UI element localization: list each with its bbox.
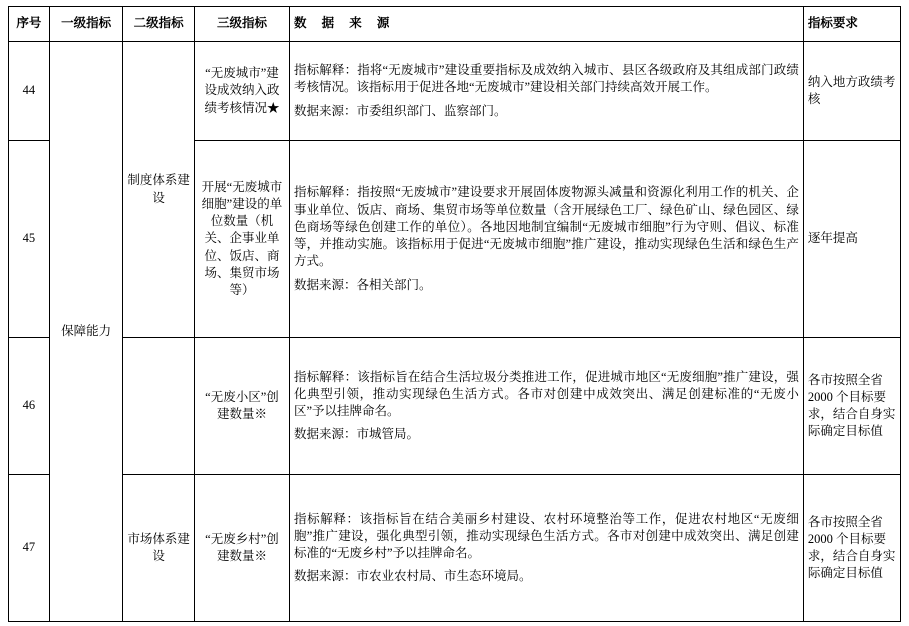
requirement-cell: 各市按照全省2000 个目标要求，结合自身实际确定目标值	[803, 338, 900, 475]
table-body	[9, 42, 901, 622]
source-cell	[289, 338, 803, 475]
level3-cell: “无废城市”建设成效纳入政绩考核情况★	[194, 42, 289, 141]
row-number: 44	[9, 42, 50, 141]
table-row	[9, 42, 901, 141]
table-header	[9, 7, 901, 42]
level1-group-cell: 保障能力	[49, 42, 123, 622]
requirement-cell: 逐年提高	[803, 141, 900, 338]
row-number: 45	[9, 141, 50, 338]
source-origin: 数据来源：市委组织部门、监察部门。	[293, 103, 507, 118]
header-source: 数 据 来 源	[289, 7, 803, 42]
source-cell	[289, 141, 803, 338]
table-row	[9, 475, 901, 622]
source-cell	[289, 475, 803, 622]
row-number: 46	[9, 338, 50, 475]
header-level3: 三级指标	[194, 7, 289, 42]
source-explanation: 指标解释：指将“无废城市”建设重要指标及成效纳入城市、县区各级政府及其组成部门政绩考核情况。该指标用于促进各地“无废城市”建设相关部门持续高效开展工作。	[293, 63, 799, 95]
source-origin: 数据来源：各相关部门。	[293, 277, 432, 292]
table-header-row	[9, 7, 901, 42]
source-explanation: 指标解释：该指标旨在结合美丽乡村建设、农村环境整治等工作，促进农村地区“无废细胞”推广建设，强化典型引领，推动实现绿色生活方式。各市对创建中成效突出、满足创建标准的“无废乡村”予以挂牌命名。	[293, 511, 799, 560]
source-origin: 数据来源：市城管局。	[293, 427, 419, 442]
requirement-cell: 纳入地方政绩考核	[803, 42, 900, 141]
indicator-table	[8, 6, 901, 622]
source-explanation: 指标解释：指按照“无废城市”建设要求开展固体废物源头减量和资源化利用工作的机关、企事业单位、饭店、商场、集贸市场等单位数量（含开展绿色工厂、绿色矿山、绿色园区、绿色商场等绿色创建工作的单位）。各地因地制宜编制“无废城市细胞”行为守则、倡议、标准等，并推动实施。该指标用于促进“无废城市细胞”推广建设，推动实现绿色生活和绿色生产方式。	[293, 185, 799, 269]
level2-cell: 制度体系建设	[123, 42, 195, 338]
row-number: 47	[9, 475, 50, 622]
header-no: 序号	[9, 7, 50, 42]
table-row	[9, 338, 901, 475]
header-level1: 一级指标	[49, 7, 123, 42]
source-explanation: 指标解释：该指标旨在结合生活垃圾分类推进工作，促进城市地区“无废细胞”推广建设，强化典型引领，推动实现绿色生活方式。各市对创建中成效突出、满足创建标准的“无废小区”予以挂牌命名。	[293, 369, 799, 418]
header-requirement: 指标要求	[803, 7, 900, 42]
header-level2: 二级指标	[123, 7, 195, 42]
requirement-cell: 各市按照全省2000 个目标要求，结合自身实际确定目标值	[803, 475, 900, 622]
level3-cell: 开展“无废城市细胞”建设的单位数量（机关、企事业单位、饭店、商场、集贸市场等）	[194, 141, 289, 338]
source-cell	[289, 42, 803, 141]
level2-cell: 市场体系建设	[123, 475, 195, 622]
level2-cell	[123, 338, 195, 475]
level3-cell: “无废乡村”创建数量※	[194, 475, 289, 622]
source-origin: 数据来源：市农业农村局、市生态环境局。	[293, 569, 532, 584]
level3-cell: “无废小区”创建数量※	[194, 338, 289, 475]
